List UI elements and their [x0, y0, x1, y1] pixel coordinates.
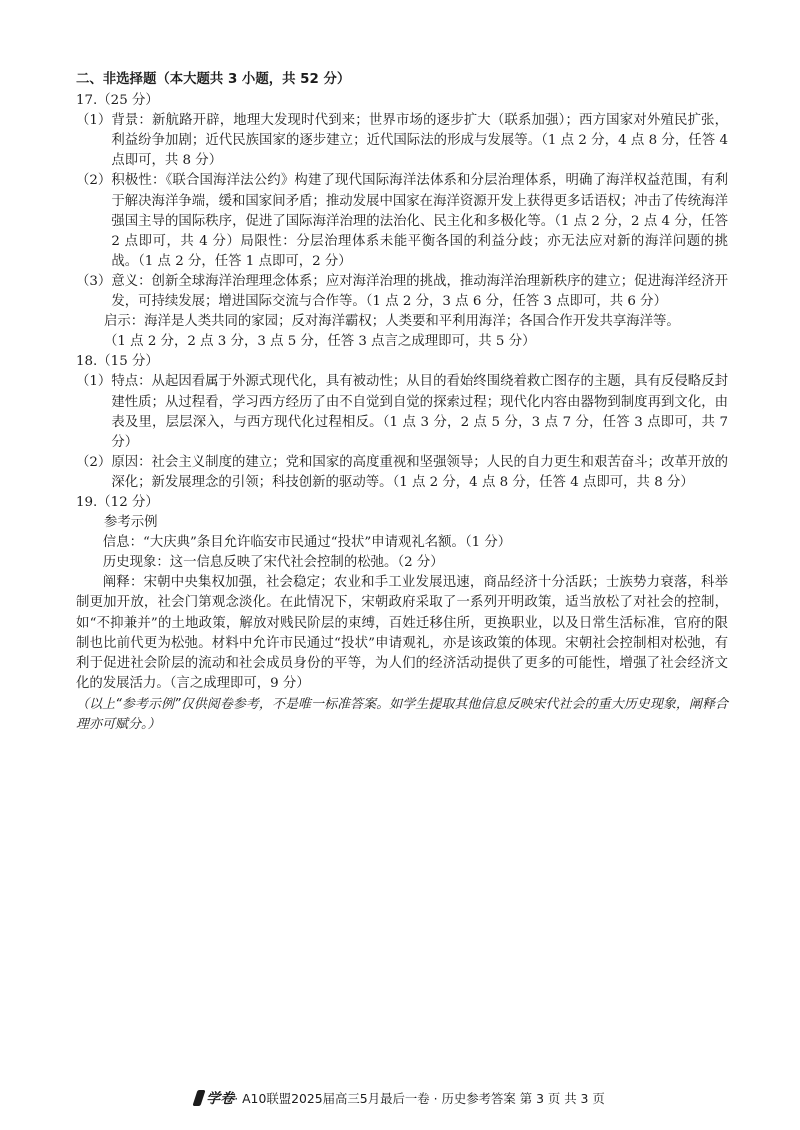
question-17: [76, 91, 728, 352]
page-footer: [0, 1088, 800, 1108]
q18-part-2: [76, 453, 728, 493]
q17-insight-text: 启示：海洋是人类共同的家园；反对海洋霸权；人类要和平利用海洋；各国合作开发共享海洋等。: [104, 314, 680, 330]
answer-content: [76, 70, 728, 736]
q17-part-3-number: （3）: [76, 273, 112, 289]
brand-logo-icon: [193, 1090, 206, 1106]
q17-part-1-text: 背景：新航路开辟，地理大发现时代到来；世界市场的逐步扩大（联系加强）；西方国家对外殖民扩张，利益纷争加剧；近代民族国家的逐步建立；近代国际法的形成与发展等。（1 点 2 分，4 点 8 分，任答 4 点即可，共 8 分）: [111, 113, 728, 169]
q17-part-2-text: 积极性：《联合国海洋法公约》构建了现代国际海洋法体系和分层治理体系，明确了海洋权益范围，有利于解决海洋争端，缓和国家间矛盾；推动发展中国家在海洋资源开发上获得更多话语权；冲击了传统海洋强国主导的国际秩序，促进了国际海洋治理的法治化、民主化和多极化等。（1 点 2 分，2 点 4 分，任答 2 点即可，共 4 分）局限性：分层治理体系未能平衡各国的利益分歧；亦无法应对新的海洋问题的挑战。（1 点 2 分，任答 1 点即可，2 分）: [111, 173, 728, 269]
question-19-heading: 19.（12 分）: [76, 494, 159, 510]
q19-note: （以上“参考示例”仅供阅卷参考，不是唯一标准答案。如学生提取其他信息反映宋代社会的重大历史现象，阐释合理亦可赋分。）: [76, 696, 728, 733]
q18-part-2-text: 原因：社会主义制度的建立；党和国家的高度重视和坚强领导；人民的自力更生和艰苦奋斗；改革开放的深化；新发展理念的引领；科技创新的驱动等。（1 点 2 分，4 点 8 分，任答 4 点即可，共 8 分）: [111, 454, 728, 490]
q17-part-2-number: （2）: [76, 173, 112, 189]
q17-part-1: [76, 111, 728, 171]
q18-part-1-number: （1）: [76, 374, 112, 390]
q17-part-3: [76, 272, 728, 312]
q18-part-1-text: 特点：从起因看属于外源式现代化，具有被动性；从目的看始终围绕着救亡图存的主题，具有反侵略反封建性质；从过程看，学习西方经历了由不自觉到自觉的探索过程；现代化内容由器物到制度再到文化，由表及里，层层深入，与西方现代化过程相反。（1 点 3 分，2 点 5 分，3 点 7 分，任答 3 点即可，共 7 分）: [111, 374, 728, 450]
question-19: [76, 493, 728, 736]
question-17-heading: 17.（25 分）: [76, 93, 159, 109]
q19-example-label: 参考示例: [104, 515, 158, 531]
q17-part-3-text: 意义：创新全球海洋治理理念体系；应对海洋治理的挑战，推动海洋治理新秩序的建立；促进海洋经济开发，可持续发展；增进国际交流与合作等。（1 点 2 分，3 点 6 分，任答 3 点即可，共 6 分）: [111, 273, 728, 310]
q19-phenomenon: 历史现象：这一信息反映了宋代社会控制的松弛。（2 分）: [102, 555, 444, 571]
q17-part-1-number: （1）: [76, 113, 112, 129]
q19-info: 信息：“大庆典”条目允许临安市民通过“投状”申请观礼名额。（1 分）: [102, 535, 512, 551]
question-18-heading: 18.（15 分）: [76, 354, 159, 370]
q17-part-2: [76, 171, 728, 271]
q18-part-1: [76, 372, 728, 452]
q17-part-3-insight: [76, 312, 728, 352]
q18-part-2-number: （2）: [76, 454, 112, 470]
footer-brand: 学卷: [206, 1091, 235, 1107]
question-18: [76, 352, 728, 493]
footer-text: · A10联盟2025届高三5月最后一卷 · 历史参考答案 第 3 页 共 3 页: [234, 1091, 605, 1106]
section-title: 二、非选择题（本大题共 3 小题，共 52 分）: [76, 72, 351, 87]
q17-insight-score: （1 点 2 分，2 点 3 分，3 点 5 分，任答 3 点言之成理即可，共 5 分）: [104, 334, 536, 350]
q19-explanation: 阐释：宋朝中央集权加强，社会稳定；农业和手工业发展迅速，商品经济十分活跃；士族势力衰落，科举制更加开放，社会门第观念淡化。在此情况下，宋朝政府采取了一系列开明政策，适当放松了对社会的控制，如“不抑兼并”的土地政策，解放对贱民阶层的束缚，百姓迁移住所，更换职业，以及日常生活标准，官府的限制也比前代更为松弛。材料中允许市民通过“投状”申请观礼，亦是该政策的体现。宋朝社会控制相对松弛，有利于促进社会阶层的流动和社会成员身份的平等，为人们的经济活动提供了更多的可能性，增强了社会经济文化的发展活力。（言之成理即可，9 分）: [76, 575, 728, 691]
